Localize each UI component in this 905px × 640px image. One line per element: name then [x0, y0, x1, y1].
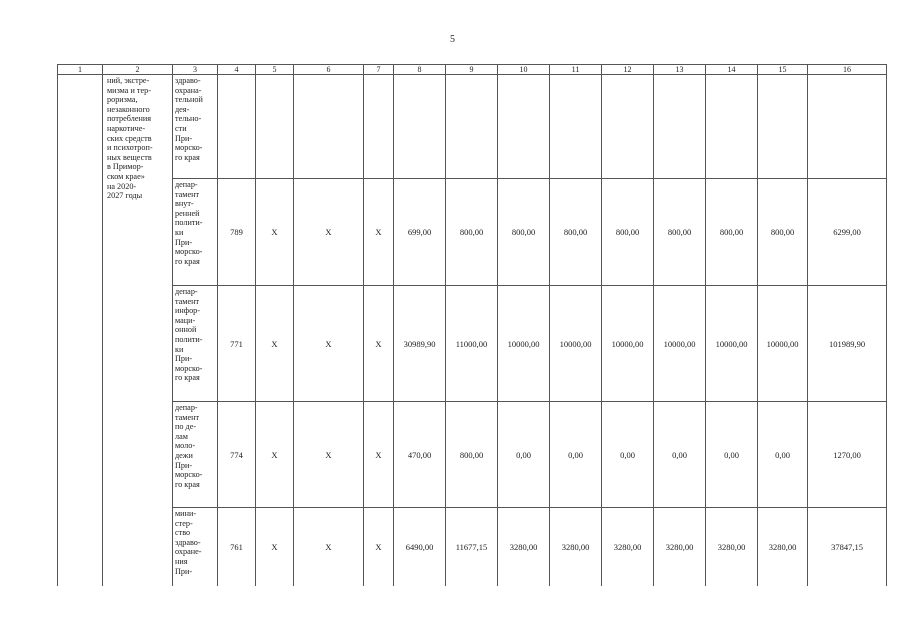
executor-line: При-	[175, 133, 193, 143]
table-row	[58, 508, 887, 586]
value-cell-col-16: 6299,00	[808, 179, 887, 286]
executor-line: При-	[175, 460, 193, 470]
executor-line: ния	[175, 556, 188, 566]
column-header-13: 13	[654, 65, 706, 75]
value-cell-col-8: 6490,00	[394, 508, 446, 586]
value-cell-col-6: Х	[294, 402, 364, 508]
value-cell-col-14: 800,00	[706, 179, 758, 286]
value-cell-col-13: 0,00	[654, 402, 706, 508]
executor-line: морско-	[175, 470, 203, 480]
column-header-11: 11	[550, 65, 602, 75]
executor-line: полити-	[175, 218, 203, 228]
executor-line: тамент	[175, 189, 200, 199]
executor-line: депар-	[175, 403, 198, 412]
column-header-12: 12	[602, 65, 654, 75]
executor-line: охране-	[175, 547, 202, 557]
value-cell-col-16: 37847,15	[808, 508, 887, 586]
value-cell-col-11: 10000,00	[550, 286, 602, 402]
executor-line: тельной	[175, 95, 203, 105]
executor-line: онной	[175, 325, 197, 335]
executor-line: стер-	[175, 518, 193, 528]
executor-line: го края	[175, 152, 200, 162]
value-cell-col-8: 470,00	[394, 402, 446, 508]
executor-line: тамент	[175, 296, 200, 306]
executor-cell	[173, 75, 218, 179]
executor-line: моло-	[175, 441, 196, 451]
executor-line: депар-	[175, 287, 198, 296]
column-header-6: 6	[294, 65, 364, 75]
program-name-line: в Примор-	[107, 162, 144, 172]
value-cell-col-10: 10000,00	[498, 286, 550, 402]
executor-line: При-	[175, 354, 193, 364]
column-header-7: 7	[364, 65, 394, 75]
value-cell-col-10	[498, 75, 550, 179]
executor-line: здраво-	[175, 537, 201, 547]
executor-line: маци-	[175, 315, 196, 325]
value-cell-col-5	[256, 75, 294, 179]
value-cell-col-4: 789	[218, 179, 256, 286]
table-row	[58, 179, 887, 286]
column-header-14: 14	[706, 65, 758, 75]
value-cell-col-4	[218, 75, 256, 179]
value-cell-col-10: 3280,00	[498, 508, 550, 586]
value-cell-col-14: 10000,00	[706, 286, 758, 402]
value-cell-col-11	[550, 75, 602, 179]
executor-line: ренней	[175, 208, 200, 218]
value-cell-col-6	[294, 75, 364, 179]
column-header-9: 9	[446, 65, 498, 75]
value-cell-col-13: 800,00	[654, 179, 706, 286]
value-cell-col-16: 1270,00	[808, 402, 887, 508]
value-cell-col-13	[654, 75, 706, 179]
program-name-line: ских средств	[107, 133, 152, 143]
program-name-cell	[103, 75, 173, 586]
value-cell-col-12: 800,00	[602, 179, 654, 286]
value-cell-col-14	[706, 75, 758, 179]
executor-cell	[173, 402, 218, 508]
value-cell-col-7: Х	[364, 508, 394, 586]
page-number: 5	[450, 34, 455, 45]
program-name-line: и психотроп-	[107, 143, 153, 153]
executor-line: тамент	[175, 412, 200, 422]
value-cell-col-9: 800,00	[446, 179, 498, 286]
executor-line: дежи	[175, 450, 193, 460]
executor-line: здраво-	[175, 76, 201, 85]
value-cell-col-5: Х	[256, 286, 294, 402]
value-cell-col-9: 800,00	[446, 402, 498, 508]
value-cell-col-7	[364, 75, 394, 179]
column-header-16: 16	[808, 65, 887, 75]
executor-line: дея-	[175, 104, 190, 114]
program-name-line: наркотиче-	[107, 123, 146, 133]
table-row	[58, 75, 887, 179]
executor-line: морско-	[175, 143, 203, 153]
column-header-10: 10	[498, 65, 550, 75]
value-cell-col-10: 800,00	[498, 179, 550, 286]
value-cell-col-8: 30989,90	[394, 286, 446, 402]
value-cell-col-13: 3280,00	[654, 508, 706, 586]
value-cell-col-15: 3280,00	[758, 508, 808, 586]
value-cell-col-12: 0,00	[602, 402, 654, 508]
program-name-line: роризма,	[107, 95, 138, 105]
column-header-4: 4	[218, 65, 256, 75]
executor-line: депар-	[175, 180, 198, 189]
column-header-8: 8	[394, 65, 446, 75]
value-cell-col-6: Х	[294, 179, 364, 286]
executor-line: мини-	[175, 509, 197, 518]
executor-line: го края	[175, 256, 200, 266]
executor-line: лам	[175, 431, 188, 441]
executor-line: полити-	[175, 334, 203, 344]
value-cell-col-11: 0,00	[550, 402, 602, 508]
value-cell-col-11: 800,00	[550, 179, 602, 286]
program-name-line: на 2020-	[107, 181, 137, 191]
column-header-3: 3	[173, 65, 218, 75]
executor-line: по де-	[175, 422, 197, 432]
value-cell-col-14: 3280,00	[706, 508, 758, 586]
value-cell-col-15: 800,00	[758, 179, 808, 286]
value-cell-col-12: 10000,00	[602, 286, 654, 402]
row-number-cell	[58, 75, 103, 586]
executor-line: тельно-	[175, 114, 202, 124]
value-cell-col-6: Х	[294, 508, 364, 586]
executor-cell	[173, 508, 218, 586]
column-header-15: 15	[758, 65, 808, 75]
value-cell-col-9: 11000,00	[446, 286, 498, 402]
table-row	[58, 402, 887, 508]
program-name-line: 2027 годы	[107, 191, 143, 201]
value-cell-col-8: 699,00	[394, 179, 446, 286]
value-cell-col-15	[758, 75, 808, 179]
value-cell-col-9	[446, 75, 498, 179]
executor-line: ки	[175, 344, 184, 354]
executor-line: При-	[175, 566, 193, 576]
value-cell-col-4: 771	[218, 286, 256, 402]
program-name-line: ний, экстре-	[107, 76, 150, 85]
value-cell-col-12: 3280,00	[602, 508, 654, 586]
value-cell-col-6: Х	[294, 286, 364, 402]
program-name-line: ных веществ	[107, 152, 152, 162]
table-row	[58, 286, 887, 402]
value-cell-col-16	[808, 75, 887, 179]
executor-line: го края	[175, 373, 200, 383]
value-cell-col-10: 0,00	[498, 402, 550, 508]
value-cell-col-9: 11677,15	[446, 508, 498, 586]
executor-line: внут-	[175, 199, 194, 209]
value-cell-col-5: Х	[256, 402, 294, 508]
value-cell-col-12	[602, 75, 654, 179]
value-cell-col-15: 10000,00	[758, 286, 808, 402]
value-cell-col-14: 0,00	[706, 402, 758, 508]
executor-line: охрана-	[175, 85, 202, 95]
executor-line: инфор-	[175, 306, 200, 316]
value-cell-col-13: 10000,00	[654, 286, 706, 402]
executor-line: го края	[175, 479, 200, 489]
value-cell-col-7: Х	[364, 179, 394, 286]
column-header-1: 1	[58, 65, 103, 75]
table-header	[58, 65, 887, 75]
value-cell-col-11: 3280,00	[550, 508, 602, 586]
program-name-line: потребления	[107, 114, 151, 124]
executor-line: морско-	[175, 247, 203, 257]
value-cell-col-15: 0,00	[758, 402, 808, 508]
program-name-line: незаконного	[107, 104, 150, 114]
value-cell-col-16: 101989,90	[808, 286, 887, 402]
value-cell-col-7: Х	[364, 286, 394, 402]
column-header-5: 5	[256, 65, 294, 75]
executor-line: ки	[175, 227, 184, 237]
value-cell-col-4: 761	[218, 508, 256, 586]
value-cell-col-4: 774	[218, 402, 256, 508]
program-name-line: мизма и тер-	[107, 85, 151, 95]
executor-line: сти	[175, 123, 187, 133]
executor-cell	[173, 179, 218, 286]
executor-line: морско-	[175, 363, 203, 373]
value-cell-col-7: Х	[364, 402, 394, 508]
value-cell-col-5: Х	[256, 179, 294, 286]
executor-line: При-	[175, 237, 193, 247]
program-name-line: ском крае»	[107, 171, 145, 181]
value-cell-col-8	[394, 75, 446, 179]
budget-table	[57, 64, 887, 586]
column-header-2: 2	[103, 65, 173, 75]
value-cell-col-5: Х	[256, 508, 294, 586]
executor-cell	[173, 286, 218, 402]
executor-line: ство	[175, 528, 191, 538]
